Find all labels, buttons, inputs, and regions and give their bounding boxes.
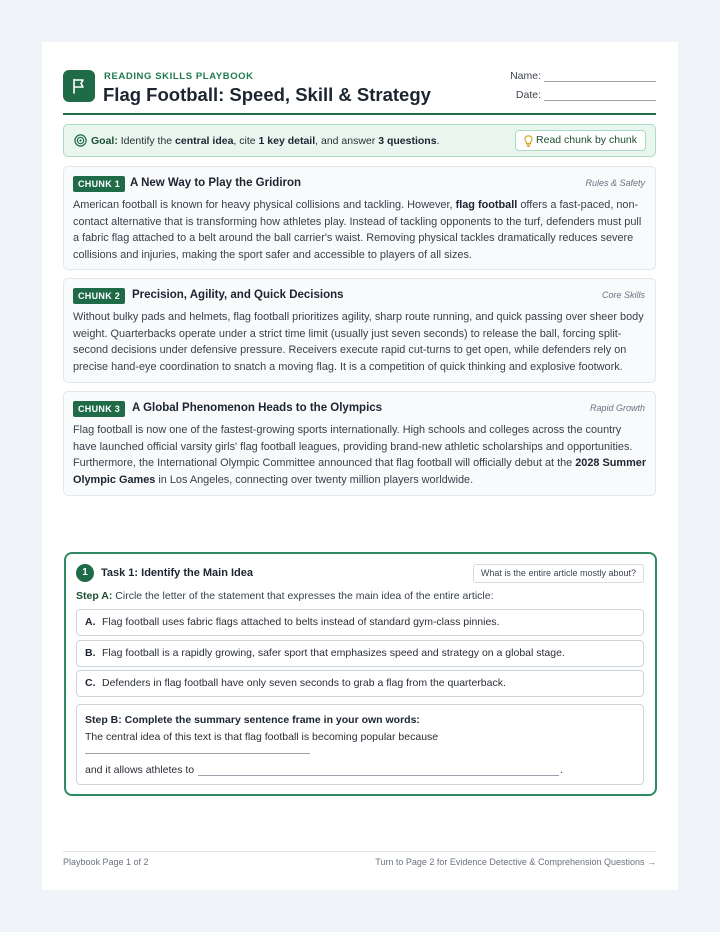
chunk-tag: Rules & Safety bbox=[585, 178, 645, 188]
flag-icon bbox=[63, 70, 95, 102]
chunk-body: Flag football is now one of the fastest-growing sports internationally. High schools and colleges across the country have launched official varsity girls' flag football leagues, providing brand-new athletic scholarships and opportunities. Furthermore, the International Olympic Committee announced that flag football will officially debut at the 2028 Summer Olympic Games in Los Angeles, connecting over twenty million players worldwide. bbox=[73, 424, 647, 486]
goal-text: Goal: Identify the central idea, cite 1 key detail, and answer 3 questions. bbox=[91, 135, 440, 147]
chunk-body: American football is known for heavy physical collisions and tackling. However, flag football offers a fast-paced, non-contact alternative that is transforming how athletes play. Instead of tackling opponents to the turf, defenders must pull a fabric flag attached to a belt around the ball carrier's waist. Removing physical tackles dramatically reduces severe collisions and injuries, making the sport safer and accessible to players of all sizes. bbox=[73, 199, 642, 261]
target-icon bbox=[74, 134, 87, 147]
option-text: Defenders in flag football have only seven seconds to grab a flag from the quarterback. bbox=[102, 677, 506, 689]
name-label: Name: bbox=[510, 70, 541, 82]
page-title: Flag Football: Speed, Skill & Strategy bbox=[103, 84, 431, 105]
step-b-box bbox=[76, 704, 644, 785]
chunk-title: A Global Phenomenon Heads to the Olympics bbox=[132, 402, 383, 414]
option-letter: A. bbox=[85, 616, 96, 628]
sentence-frame-line-1: The central idea of this text is that flag football is becoming popular because bbox=[85, 731, 439, 743]
option-letter: B. bbox=[85, 647, 96, 659]
chunk-card bbox=[63, 391, 656, 496]
answer-blank-1[interactable] bbox=[85, 753, 310, 754]
read-chunk-chip: Read chunk by chunk bbox=[515, 130, 646, 151]
option-text: Flag football uses fabric flags attached to belts instead of standard gym-class pinnies. bbox=[102, 616, 500, 628]
footer-divider bbox=[63, 851, 656, 852]
worksheet-page bbox=[42, 42, 678, 890]
date-blank[interactable] bbox=[544, 92, 656, 101]
header-divider bbox=[63, 113, 656, 115]
task-hint: What is the entire article mostly about? bbox=[473, 564, 644, 583]
step-a-instruction: Step A: Circle the letter of the statement that expresses the main idea of the entire article: bbox=[76, 590, 494, 602]
chunk-body: Without bulky pads and helmets, flag football prioritizes agility, sharp route running, and quick passing over sheer body weight. Quarterbacks operate under a strict time limit (usually just seven seconds) to release the ball, forcing split-second decisions under defensive pressure. Receivers execute rapid cut-turns to get open, while defenders rely on precise hand-eye coordination to snatch a moving flag. It is a competition of quick thinking and explosive footwork. bbox=[73, 311, 644, 373]
name-blank[interactable] bbox=[544, 73, 656, 82]
chunk-tag: Rapid Growth bbox=[589, 403, 645, 413]
answer-option-c[interactable] bbox=[76, 670, 644, 697]
chunk-badge: CHUNK 3 bbox=[73, 401, 125, 417]
chunk-badge: CHUNK 1 bbox=[73, 176, 125, 192]
lightbulb-icon bbox=[524, 135, 533, 147]
step-b-heading: Step B: Complete the summary sentence frame in your own words: bbox=[85, 714, 420, 726]
answer-option-b[interactable] bbox=[76, 640, 644, 667]
answer-option-a[interactable] bbox=[76, 609, 644, 636]
chunk-card bbox=[63, 278, 656, 383]
sentence-frame-line-2: and it allows athletes to . bbox=[85, 764, 564, 776]
goal-bar bbox=[63, 124, 656, 157]
chunk-tag: Core Skills bbox=[601, 290, 645, 300]
chunk-badge: CHUNK 2 bbox=[73, 288, 125, 304]
option-letter: C. bbox=[85, 677, 96, 689]
date-field[interactable] bbox=[516, 89, 656, 101]
page-indicator: Playbook Page 1 of 2 bbox=[63, 857, 149, 867]
name-field[interactable] bbox=[510, 70, 656, 82]
next-page-note: Turn to Page 2 for Evidence Detective & Comprehension Questions → bbox=[375, 857, 656, 867]
task-number-badge: 1 bbox=[76, 564, 94, 582]
header-kicker: READING SKILLS PLAYBOOK bbox=[104, 71, 254, 82]
task-card bbox=[64, 552, 657, 796]
chunk-title: A New Way to Play the Gridiron bbox=[130, 177, 302, 189]
option-text: Flag football is a rapidly growing, safer sport that emphasizes speed and strategy on a global stage. bbox=[102, 647, 565, 659]
task-title: Task 1: Identify the Main Idea bbox=[101, 567, 253, 579]
answer-blank-2[interactable] bbox=[198, 767, 559, 776]
date-label: Date: bbox=[515, 89, 541, 101]
chunk-card bbox=[63, 166, 656, 270]
chunk-title: Precision, Agility, and Quick Decisions bbox=[132, 289, 344, 301]
